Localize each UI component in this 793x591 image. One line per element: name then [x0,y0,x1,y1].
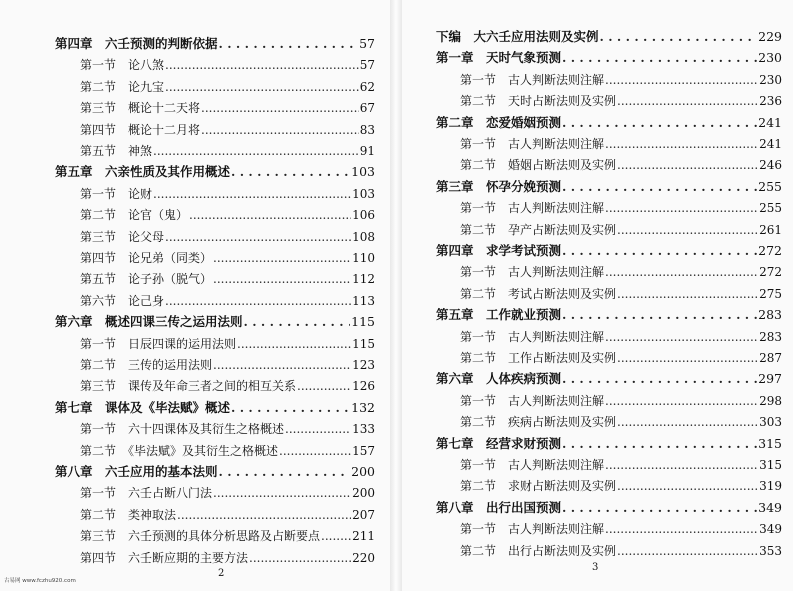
entry-title: 第六节 论己身 [80,293,165,308]
left-toc-entry [80,187,375,201]
dot-leader [153,144,359,158]
dot-leader [605,522,758,536]
dot-leader [562,244,757,258]
entry-title: 第五章 六亲性质及其作用概述 [55,164,231,180]
entry-title: 第四节 论兄弟（同类） [80,251,213,265]
dot-leader [165,58,359,72]
left-toc-entry [80,144,375,158]
entry-page: 298 [759,393,782,408]
entry-page: 211 [352,529,375,544]
entry-page: 115 [351,314,375,330]
entry-title: 第四章 六壬预测的判断依据 [55,36,218,51]
right-toc-entry [460,265,782,279]
entry-page: 103 [351,164,375,180]
right-toc-entry [460,330,782,344]
entry-title: 第六章 概述四课三传之运用法则 [55,314,243,330]
entry-title: 第二节 孕产占断法则及实例 [460,222,617,237]
book-spine [390,0,402,591]
entry-page: 261 [759,222,782,237]
entry-title: 第三节 概论十二天将 [80,101,201,116]
dot-leader [213,272,351,286]
entry-page: 126 [352,379,375,394]
left-toc-entry [80,444,375,458]
entry-title: 第二节 三传的运用法则 [80,358,213,372]
left-toc-entry [80,294,375,308]
entry-title: 第一节 论财 [80,186,153,201]
entry-page: 230 [758,50,782,66]
dot-leader [617,479,758,493]
entry-page: 349 [759,522,782,537]
dot-leader [562,116,757,130]
entry-title: 下编 大六壬应用法则及实例 [436,29,599,44]
left-toc-entry [80,101,375,115]
right-toc-entry [460,479,782,493]
entry-title: 第三节 论父母 [80,229,165,244]
watermark: 古易网 www.fczhu920.com [4,578,76,584]
right-toc-entry [460,158,782,172]
dot-leader [617,158,758,172]
dot-leader [189,208,351,222]
dot-leader [562,308,757,322]
entry-page: 246 [759,158,782,173]
right-toc-entry [436,437,782,451]
right-page [402,0,793,591]
entry-title: 第三节 课传及年命三者之间的相互关系 [80,379,297,394]
entry-page: 241 [759,137,782,151]
entry-page: 283 [758,307,782,323]
dot-leader [605,265,758,279]
left-toc-entry [80,551,375,565]
dot-leader [605,330,758,344]
dot-leader [244,315,351,329]
entry-title: 第四节 六壬断应期的主要方法 [80,550,249,565]
entry-page: 103 [352,186,375,201]
dot-leader [297,379,351,393]
left-toc [0,0,390,591]
entry-page: 200 [352,486,375,501]
left-toc-entry [55,165,375,179]
dot-leader [213,251,351,265]
entry-page: 303 [759,415,782,430]
entry-title: 第二节 类神取法 [80,507,177,522]
dot-leader [177,508,351,522]
entry-page: 315 [758,435,782,451]
entry-title: 第四节 概论十二月将 [80,122,201,137]
entry-page: 91 [359,144,375,158]
right-toc-entry [436,308,782,322]
dot-leader [165,80,359,94]
left-toc-entry [80,230,375,244]
dot-leader [213,358,351,372]
entry-title: 第七章 课体及《毕法赋》概述 [55,399,231,415]
right-toc-entry [436,116,782,130]
entry-title: 第一节 六壬占断八门法 [80,486,213,501]
dot-leader [605,73,758,87]
entry-title: 第七章 经营求财预测 [436,435,562,451]
right-toc-entry [436,372,782,386]
right-toc-entry [460,137,782,151]
right-toc-entry [460,73,782,87]
entry-page: 112 [352,272,375,287]
entry-title: 第一章 天时气象预测 [436,50,562,66]
left-toc-entry [80,123,375,137]
left-toc-entry [80,529,375,543]
entry-title: 第八章 出行出国预测 [436,499,562,515]
entry-page: 115 [352,336,375,351]
entry-page: 349 [758,499,782,515]
entry-page: 62 [359,79,375,94]
right-toc-entry [460,544,782,558]
entry-title: 第二节 出行占断法则及实例 [460,543,617,558]
dot-leader [219,37,359,51]
right-toc [402,0,793,591]
left-toc-entry [80,508,375,522]
right-toc-entry [460,394,782,408]
entry-page: 110 [352,251,375,265]
right-toc-entry [460,287,782,301]
dot-leader [165,294,351,308]
entry-page: 123 [352,358,375,372]
entry-title: 第一节 古人判断法则注解 [460,329,605,344]
entry-page: 236 [759,94,782,109]
entry-title: 第一节 六十四课体及其衍生之格概述 [80,422,285,437]
entry-page: 67 [359,101,375,116]
entry-page: 157 [352,443,375,458]
dot-leader [285,422,351,436]
entry-page: 275 [759,286,782,301]
right-toc-entry [436,501,782,515]
dot-leader [562,372,757,386]
entry-title: 第二节 工作占断法则及实例 [460,351,617,365]
dot-leader [617,415,758,429]
left-toc-entry [55,37,375,51]
entry-page: 200 [351,464,375,479]
dot-leader [562,437,757,451]
right-page-number: 3 [592,562,599,573]
left-toc-entry [80,486,375,500]
dot-leader [153,187,351,201]
entry-page: 241 [758,114,782,130]
entry-title: 第一节 古人判断法则注解 [460,72,605,87]
dot-leader [165,230,351,244]
entry-page: 132 [351,399,375,415]
entry-title: 第一节 古人判断法则注解 [460,393,605,408]
entry-title: 第一节 日辰四课的运用法则 [80,336,237,351]
dot-leader [617,94,758,108]
dot-leader [201,101,359,115]
left-toc-entry [55,401,375,415]
entry-page: 353 [759,543,782,558]
entry-page: 315 [759,458,782,472]
left-toc-entry [55,465,375,479]
left-page-number: 2 [218,568,225,579]
entry-title: 第二节 求财占断法则及实例 [460,479,617,494]
entry-title: 第一节 古人判断法则注解 [460,458,605,472]
entry-title: 第一节 古人判断法则注解 [460,265,605,280]
dot-leader [600,30,758,44]
entry-page: 113 [352,293,375,308]
entry-page: 255 [759,201,782,216]
entry-page: 133 [352,422,375,437]
dot-leader [201,123,359,137]
entry-page: 255 [758,178,782,194]
dot-leader [562,501,757,515]
dot-leader [279,444,351,458]
dot-leader [213,486,351,500]
dot-leader [219,465,351,479]
entry-title: 第一节 古人判断法则注解 [460,522,605,537]
right-toc-entry [436,51,782,65]
dot-leader [605,201,758,215]
left-toc-entry [80,208,375,222]
entry-page: 207 [352,507,375,522]
right-toc-entry [460,223,782,237]
entry-title: 第四章 求学考试预测 [436,243,562,258]
right-toc-entry [436,180,782,194]
entry-title: 第五章 工作就业预测 [436,307,562,323]
right-toc-entry [460,522,782,536]
dot-leader [617,544,758,558]
dot-leader [231,165,350,179]
entry-page: 272 [759,265,782,280]
entry-page: 57 [359,36,375,51]
dot-leader [237,337,351,351]
left-toc-entry [80,422,375,436]
right-toc-entry [460,351,782,365]
entry-page: 272 [758,243,782,258]
left-toc-entry [80,80,375,94]
entry-title: 第八章 六壬应用的基本法则 [55,464,218,479]
entry-page: 220 [352,550,375,565]
dot-leader [562,51,757,65]
dot-leader [605,458,758,472]
entry-page: 297 [758,371,782,387]
entry-title: 第二节 考试占断法则及实例 [460,286,617,301]
dot-leader [605,137,758,151]
dot-leader [231,401,350,415]
left-toc-entry [80,272,375,286]
entry-page: 319 [759,479,782,494]
entry-page: 57 [359,58,375,73]
dot-leader [617,351,758,365]
entry-title: 第一节 古人判断法则注解 [460,137,605,151]
dot-leader [249,551,351,565]
entry-page: 230 [759,72,782,87]
left-toc-entry [80,251,375,265]
entry-page: 108 [352,229,375,244]
left-page [0,0,390,591]
right-toc-entry [460,415,782,429]
entry-title: 第五节 神煞 [80,144,153,158]
left-toc-entry [80,58,375,72]
left-toc-entry [80,379,375,393]
entry-page: 106 [352,208,375,223]
entry-title: 第五节 论子孙（脱气） [80,272,213,287]
dot-leader [617,223,758,237]
entry-title: 第二节 疾病占断法则及实例 [460,415,617,430]
right-toc-entry [460,201,782,215]
entry-title: 第一节 论八煞 [80,58,165,73]
right-toc-entry [460,458,782,472]
entry-title: 第二节 论官（鬼） [80,208,189,223]
right-toc-entry [436,244,782,258]
left-toc-entry [55,315,375,329]
dot-leader [617,287,758,301]
right-toc-entry [460,94,782,108]
left-toc-entry [80,358,375,372]
entry-title: 第二章 恋爱婚姻预测 [436,114,562,130]
entry-page: 229 [758,29,782,44]
entry-page: 83 [359,122,375,137]
entry-title: 第二节 天时占断法则及实例 [460,94,617,109]
dot-leader [605,394,758,408]
entry-title: 第一节 古人判断法则注解 [460,201,605,216]
left-toc-entry [80,337,375,351]
entry-title: 第二节 《毕法赋》及其衍生之格概述 [80,443,279,458]
dot-leader [562,180,757,194]
entry-title: 第二节 婚姻占断法则及实例 [460,158,617,173]
entry-title: 第六章 人体疾病预测 [436,371,562,387]
entry-title: 第三章 怀孕分娩预测 [436,178,562,194]
entry-title: 第二节 论九宝 [80,79,165,94]
entry-page: 283 [759,329,782,344]
entry-title: 第三节 六壬预测的具体分析思路及占断要点 [80,529,321,544]
entry-page: 287 [759,351,782,365]
right-toc-entry [436,30,782,44]
dot-leader [321,529,351,543]
